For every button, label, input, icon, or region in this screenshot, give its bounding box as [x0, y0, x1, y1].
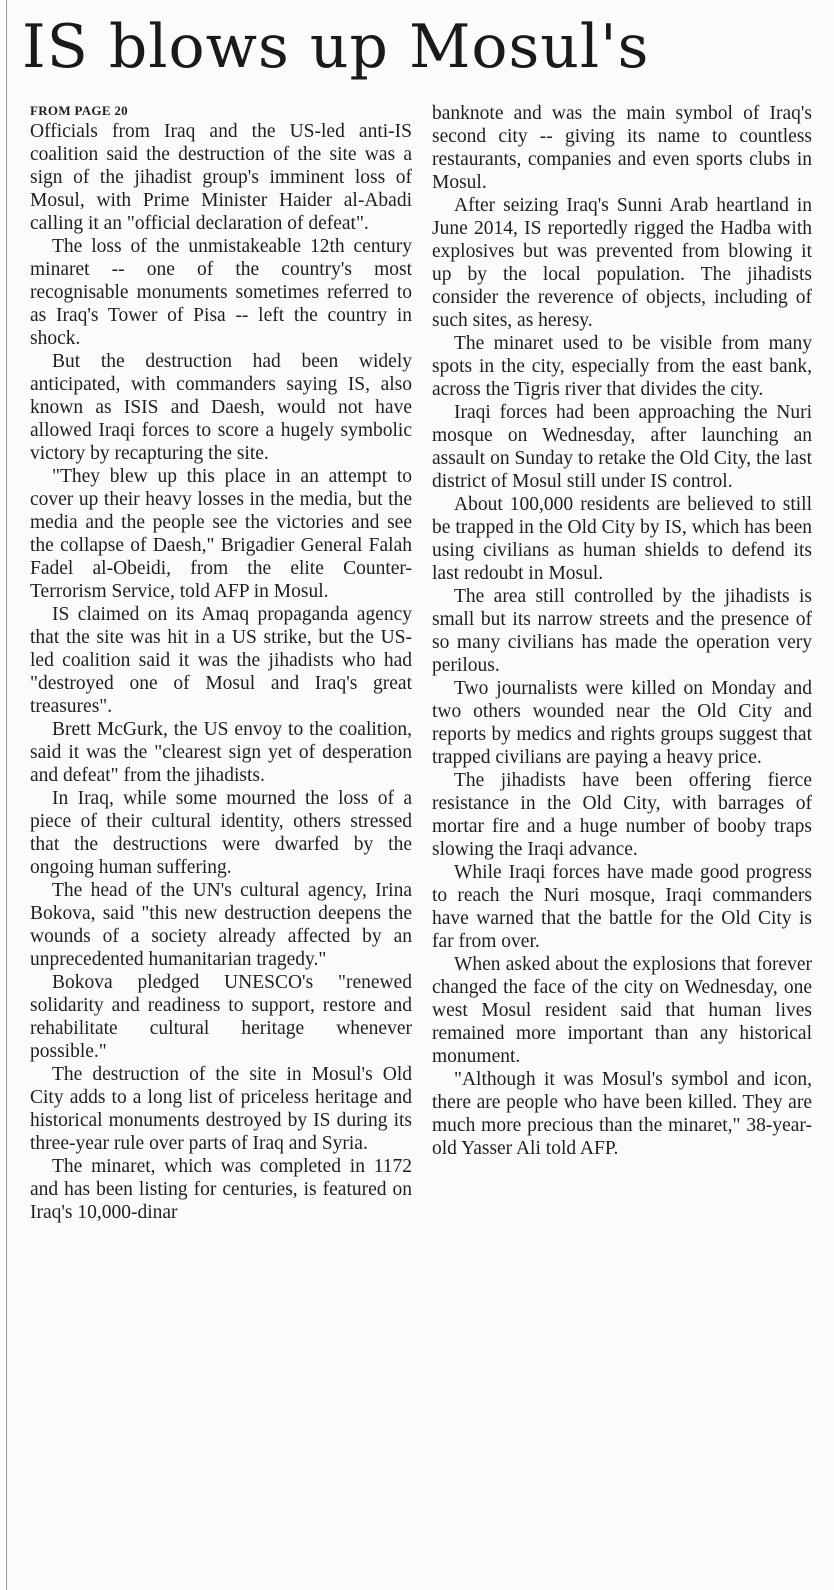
paragraph: "Although it was Mosul's symbol and icon, there are people who have been killed. They are much more precious than the minaret," 38-year-old Yasser Ali told AFP. [432, 1069, 812, 1159]
paragraph-continued: banknote and was the main symbol of Iraq's second city -- giving its name to countless restaurants, companies and even sports clubs in Mosul. [432, 103, 812, 193]
page-edge-rule [6, 0, 7, 1590]
article-column-left [30, 101, 412, 1224]
paragraph: But the destruction had been widely anticipated, with commanders saying IS, also known as ISIS and Daesh, would not have allowed Iraqi forces to score a hugely symbolic victory by recapturing the site. [30, 351, 412, 464]
paragraph: While Iraqi forces have made good progress to reach the Nuri mosque, Iraqi commanders have warned that the battle for the Old City is far from over. [432, 862, 812, 952]
paragraph: When asked about the explosions that forever changed the face of the city on Wednesday, one west Mosul resident said that human lives remained more important than any historical monument. [432, 954, 812, 1067]
paragraph: After seizing Iraq's Sunni Arab heartland in June 2014, IS reportedly rigged the Hadba with explosives but was prevented from blowing it up by the local population. The jihadists consider the reverence of objects, including of such sites, as heresy. [432, 195, 812, 331]
paragraph: Bokova pledged UNESCO's "renewed solidarity and readiness to support, restore and rehabilitate cultural heritage whenever possible." [30, 972, 412, 1062]
paragraph: Brett McGurk, the US envoy to the coalition, said it was the "clearest sign yet of desperation and defeat" from the jihadists. [30, 719, 412, 786]
jump-line: FROM PAGE 20 [30, 103, 128, 118]
paragraph: The area still controlled by the jihadists is small but its narrow streets and the presence of so many civilians has made the operation very perilous. [432, 586, 812, 676]
paragraph: The minaret, which was completed in 1172 and has been listing for centuries, is featured on Iraq's 10,000-dinar [30, 1156, 412, 1223]
paragraph: The minaret used to be visible from many spots in the city, especially from the east bank, across the Tigris river that divides the city. [432, 333, 812, 400]
headline: IS blows up Mosul's [22, 12, 650, 82]
paragraph: Two journalists were killed on Monday and two others wounded near the Old City and reports by medics and rights groups suggest that trapped civilians are paying a heavy price. [432, 678, 812, 768]
paragraph: "They blew up this place in an attempt to cover up their heavy losses in the media, but the media and the people see the victories and see the collapse of Daesh," Brigadier General Falah Fadel al-Obeidi, from the elite Counter-Terrorism Service, told AFP in Mosul. [30, 466, 412, 602]
paragraph: The loss of the unmistakeable 12th century minaret -- one of the country's most recognisable monuments sometimes referred to as Iraq's Tower of Pisa -- left the country in shock. [30, 236, 412, 349]
paragraph: In Iraq, while some mourned the loss of a piece of their cultural identity, others stressed that the destructions were dwarfed by the ongoing human suffering. [30, 788, 412, 878]
paragraph: The destruction of the site in Mosul's Old City adds to a long list of priceless heritage and historical monuments destroyed by IS during its three-year rule over parts of Iraq and Syria. [30, 1064, 412, 1154]
paragraph: The head of the UN's cultural agency, Irina Bokova, said "this new destruction deepens the wounds of a society already affected by an unprecedented humanitarian tragedy." [30, 880, 412, 970]
paragraph: About 100,000 residents are believed to still be trapped in the Old City by IS, which has been using civilians as human shields to defend its last redoubt in Mosul. [432, 494, 812, 584]
paragraph: IS claimed on its Amaq propaganda agency that the site was hit in a US strike, but the US-led coalition said it was the jihadists who had "destroyed one of Mosul and Iraq's great treasures". [30, 604, 412, 717]
paragraph: Officials from Iraq and the US-led anti-IS coalition said the destruction of the site was a sign of the jihadist group's imminent loss of Mosul, with Prime Minister Haider al-Abadi calling it an "official declaration of defeat". [30, 121, 412, 234]
paragraph: Iraqi forces had been approaching the Nuri mosque on Wednesday, after launching an assault on Sunday to retake the Old City, the last district of Mosul still under IS control. [432, 402, 812, 492]
article-column-right [432, 102, 812, 1160]
paragraph: The jihadists have been offering fierce resistance in the Old City, with barrages of mortar fire and a huge number of booby traps slowing the Iraqi advance. [432, 770, 812, 860]
